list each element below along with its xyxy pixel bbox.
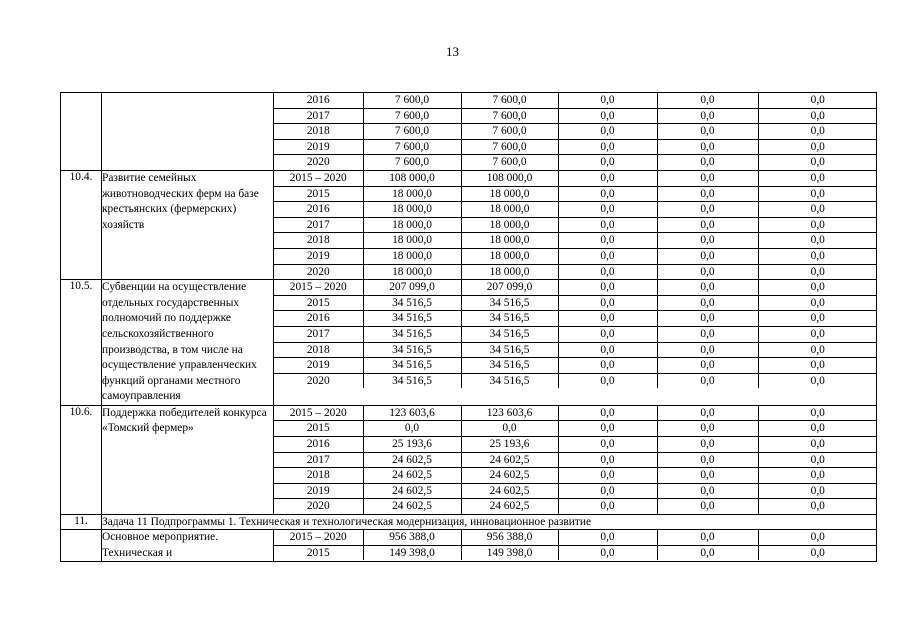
cell-year: 2019	[274, 483, 363, 499]
cell-year: 2019	[274, 358, 363, 374]
cell-other: 0,0	[758, 280, 877, 295]
cell-total: 207 099,0	[363, 280, 461, 295]
cell-federal: 18 000,0	[461, 248, 558, 264]
table-row	[274, 264, 877, 279]
cell-total: 18 000,0	[363, 264, 461, 279]
table-row	[274, 342, 877, 358]
page-number: 13	[446, 44, 459, 59]
cell-local: 0,0	[657, 468, 758, 484]
cell-total: 34 516,5	[363, 358, 461, 374]
table-row	[274, 421, 877, 437]
cell-local: 0,0	[657, 171, 758, 186]
cell-local: 0,0	[657, 545, 758, 560]
cell-other: 0,0	[758, 311, 877, 327]
cell-other: 0,0	[758, 468, 877, 484]
cell-other: 0,0	[758, 295, 877, 311]
table-row	[274, 295, 877, 311]
cell-local: 0,0	[657, 311, 758, 327]
table-row	[274, 217, 877, 233]
cell-federal: 18 000,0	[461, 264, 558, 279]
cell-local: 0,0	[657, 483, 758, 499]
cell-local: 0,0	[657, 202, 758, 218]
section-title: Субвенции на осуществление отдельных государственных полномочий по поддержке сельскохозяйственного производства, в том числе на осуществление управленческих функций органами местного самоуправления	[102, 280, 274, 406]
section-number	[61, 530, 102, 562]
cell-other: 0,0	[758, 108, 877, 124]
cell-local: 0,0	[657, 358, 758, 374]
cell-total: 7 600,0	[363, 93, 461, 108]
cell-regional: 0,0	[558, 171, 657, 186]
section-title: Развитие семейных животноводческих ферм на базе крестьянских (фермерских) хозяйств	[102, 170, 274, 279]
table-row	[274, 545, 877, 560]
section-number: 10.5.	[61, 280, 102, 406]
cell-total: 34 516,5	[363, 295, 461, 311]
cell-total: 34 516,5	[363, 326, 461, 342]
cell-total: 18 000,0	[363, 186, 461, 202]
cell-year: 2018	[274, 233, 363, 249]
cell-total: 7 600,0	[363, 124, 461, 140]
cell-other: 0,0	[758, 530, 877, 545]
table-row	[274, 186, 877, 202]
cell-federal: 123 603,6	[461, 406, 558, 421]
table-row	[274, 93, 877, 108]
table-row	[274, 311, 877, 327]
section-values	[274, 530, 877, 562]
cell-other: 0,0	[758, 155, 877, 170]
cell-local: 0,0	[657, 437, 758, 453]
cell-other: 0,0	[758, 373, 877, 388]
cell-local: 0,0	[657, 186, 758, 202]
cell-year: 2019	[274, 248, 363, 264]
cell-regional: 0,0	[558, 452, 657, 468]
section-row	[61, 170, 877, 279]
section-values	[274, 170, 877, 279]
cell-year: 2015	[274, 186, 363, 202]
cell-federal: 24 602,5	[461, 468, 558, 484]
task-title: Задача 11 Подпрограммы 1. Техническая и технологическая модернизация, инновационное развитие	[102, 515, 877, 530]
table-row	[274, 437, 877, 453]
cell-regional: 0,0	[558, 155, 657, 170]
cell-regional: 0,0	[558, 406, 657, 421]
cell-federal: 24 602,5	[461, 483, 558, 499]
cell-total: 18 000,0	[363, 217, 461, 233]
table-row	[274, 468, 877, 484]
table-row	[274, 233, 877, 249]
table-row	[274, 108, 877, 124]
cell-other: 0,0	[758, 233, 877, 249]
cell-federal: 34 516,5	[461, 358, 558, 374]
cell-year: 2017	[274, 326, 363, 342]
cell-local: 0,0	[657, 139, 758, 155]
cell-other: 0,0	[758, 171, 877, 186]
cell-local: 0,0	[657, 108, 758, 124]
cell-regional: 0,0	[558, 108, 657, 124]
table-row	[274, 530, 877, 545]
cell-regional: 0,0	[558, 233, 657, 249]
cell-regional: 0,0	[558, 342, 657, 358]
cell-federal: 34 516,5	[461, 373, 558, 388]
cell-regional: 0,0	[558, 248, 657, 264]
cell-federal: 0,0	[461, 421, 558, 437]
cell-federal: 18 000,0	[461, 202, 558, 218]
cell-local: 0,0	[657, 264, 758, 279]
cell-year: 2015 – 2020	[274, 280, 363, 295]
cell-regional: 0,0	[558, 483, 657, 499]
section-row	[61, 93, 877, 171]
cell-year: 2017	[274, 452, 363, 468]
cell-total: 956 388,0	[363, 530, 461, 545]
table-row	[274, 373, 877, 388]
cell-other: 0,0	[758, 545, 877, 560]
cell-other: 0,0	[758, 139, 877, 155]
cell-other: 0,0	[758, 217, 877, 233]
cell-regional: 0,0	[558, 358, 657, 374]
cell-other: 0,0	[758, 248, 877, 264]
cell-year: 2015 – 2020	[274, 406, 363, 421]
section-values	[274, 93, 877, 171]
cell-total: 7 600,0	[363, 155, 461, 170]
table-row	[274, 248, 877, 264]
cell-federal: 7 600,0	[461, 155, 558, 170]
cell-other: 0,0	[758, 186, 877, 202]
cell-other: 0,0	[758, 326, 877, 342]
cell-other: 0,0	[758, 202, 877, 218]
values-subtable	[274, 171, 877, 279]
cell-federal: 108 000,0	[461, 171, 558, 186]
cell-total: 24 602,5	[363, 483, 461, 499]
cell-regional: 0,0	[558, 264, 657, 279]
table-row	[274, 406, 877, 421]
cell-regional: 0,0	[558, 311, 657, 327]
table-row	[274, 171, 877, 186]
cell-federal: 7 600,0	[461, 93, 558, 108]
cell-year: 2020	[306, 374, 330, 387]
cell-local: 0,0	[657, 342, 758, 358]
section-title	[102, 93, 274, 171]
cell-total: 18 000,0	[363, 233, 461, 249]
section-number: 10.4.	[61, 170, 102, 279]
cell-regional: 0,0	[558, 93, 657, 108]
cell-total: 123 603,6	[363, 406, 461, 421]
table-row	[274, 124, 877, 140]
cell-year: 2017	[274, 217, 363, 233]
section-values	[274, 280, 877, 406]
cell-regional: 0,0	[558, 139, 657, 155]
cell-total: 7 600,0	[363, 139, 461, 155]
cell-regional: 0,0	[558, 124, 657, 140]
cell-total: 25 193,6	[363, 437, 461, 453]
cell-regional: 0,0	[558, 217, 657, 233]
cell-local: 0,0	[657, 217, 758, 233]
cell-other: 0,0	[758, 483, 877, 499]
cell-local: 0,0	[657, 530, 758, 545]
section-number: 10.6.	[61, 405, 102, 514]
cell-year: 2018	[274, 468, 363, 484]
cell-other: 0,0	[758, 358, 877, 374]
cell-regional: 0,0	[558, 545, 657, 560]
cell-total: 34 516,5	[363, 311, 461, 327]
cell-local: 0,0	[657, 155, 758, 170]
cell-federal: 7 600,0	[461, 124, 558, 140]
table-row	[274, 358, 877, 374]
cell-federal: 34 516,5	[461, 295, 558, 311]
cell-total: 7 600,0	[363, 108, 461, 124]
cell-year: 2016	[274, 311, 363, 327]
values-subtable	[274, 93, 877, 170]
cell-total: 24 602,5	[363, 468, 461, 484]
cell-regional: 0,0	[558, 421, 657, 437]
cell-local: 0,0	[657, 124, 758, 140]
cell-year: 2016	[274, 202, 363, 218]
cell-local: 0,0	[657, 499, 758, 514]
section-number	[61, 93, 102, 171]
cell-federal: 18 000,0	[461, 233, 558, 249]
cell-total: 108 000,0	[363, 171, 461, 186]
table-row	[274, 483, 877, 499]
cell-year: 2020	[306, 265, 330, 278]
cell-regional: 0,0	[558, 468, 657, 484]
values-subtable	[274, 530, 877, 560]
cell-other: 0,0	[758, 437, 877, 453]
cell-other: 0,0	[758, 421, 877, 437]
cell-federal: 7 600,0	[461, 108, 558, 124]
cell-other: 0,0	[758, 342, 877, 358]
section-row	[61, 405, 877, 514]
section-title: Поддержка победителей конкурса «Томский фермер»	[102, 405, 274, 514]
table-row	[274, 326, 877, 342]
cell-other: 0,0	[758, 264, 877, 279]
cell-other: 0,0	[758, 499, 877, 514]
cell-local: 0,0	[657, 295, 758, 311]
values-subtable	[274, 280, 877, 388]
cell-year: 2020	[306, 156, 330, 169]
table-row	[274, 499, 877, 514]
cell-other: 0,0	[758, 452, 877, 468]
cell-local: 0,0	[657, 452, 758, 468]
table-row	[274, 202, 877, 218]
cell-year: 2015	[274, 421, 363, 437]
cell-year: 2018	[274, 124, 363, 140]
cell-federal: 24 602,5	[461, 499, 558, 514]
cell-federal: 956 388,0	[461, 530, 558, 545]
cell-year: 2015 – 2020	[274, 530, 363, 545]
cell-regional: 0,0	[558, 437, 657, 453]
cell-total: 34 516,5	[363, 373, 461, 388]
table-row	[274, 452, 877, 468]
section-title: Основное мероприятие. Техническая и	[102, 530, 274, 562]
values-subtable	[274, 406, 877, 514]
cell-total: 18 000,0	[363, 248, 461, 264]
cell-total: 18 000,0	[363, 202, 461, 218]
cell-year: 2016	[274, 437, 363, 453]
cell-total: 24 602,5	[363, 499, 461, 514]
table-row	[274, 280, 877, 295]
cell-other: 0,0	[758, 124, 877, 140]
section-values	[274, 405, 877, 514]
cell-regional: 0,0	[558, 186, 657, 202]
cell-regional: 0,0	[558, 202, 657, 218]
cell-regional: 0,0	[558, 373, 657, 388]
cell-local: 0,0	[657, 233, 758, 249]
cell-federal: 34 516,5	[461, 311, 558, 327]
cell-local: 0,0	[657, 93, 758, 108]
cell-other: 0,0	[758, 406, 877, 421]
cell-local: 0,0	[657, 421, 758, 437]
cell-local: 0,0	[657, 248, 758, 264]
cell-federal: 207 099,0	[461, 280, 558, 295]
cell-federal: 24 602,5	[461, 452, 558, 468]
cell-regional: 0,0	[558, 295, 657, 311]
cell-year: 2015 – 2020	[274, 171, 363, 186]
cell-total: 149 398,0	[363, 545, 461, 560]
cell-federal: 7 600,0	[461, 139, 558, 155]
cell-federal: 34 516,5	[461, 342, 558, 358]
table-row	[274, 139, 877, 155]
cell-regional: 0,0	[558, 530, 657, 545]
cell-federal: 25 193,6	[461, 437, 558, 453]
task-number: 11.	[61, 515, 102, 530]
cell-year: 2015	[274, 295, 363, 311]
cell-local: 0,0	[657, 326, 758, 342]
cell-year: 2018	[274, 342, 363, 358]
section-row	[61, 530, 877, 562]
cell-year: 2015	[306, 546, 330, 559]
cell-local: 0,0	[657, 406, 758, 421]
table-row	[274, 155, 877, 170]
cell-year: 2020	[306, 500, 330, 513]
cell-federal: 18 000,0	[461, 186, 558, 202]
task-row	[61, 515, 877, 530]
cell-total: 34 516,5	[363, 342, 461, 358]
cell-year: 2017	[274, 108, 363, 124]
cell-total: 24 602,5	[363, 452, 461, 468]
cell-year: 2019	[274, 139, 363, 155]
cell-local: 0,0	[657, 373, 758, 388]
cell-regional: 0,0	[558, 280, 657, 295]
cell-other: 0,0	[758, 93, 877, 108]
budget-table	[60, 92, 877, 562]
cell-federal: 149 398,0	[461, 545, 558, 560]
section-row	[61, 280, 877, 406]
cell-year: 2016	[274, 93, 363, 108]
cell-regional: 0,0	[558, 326, 657, 342]
cell-local: 0,0	[657, 280, 758, 295]
cell-federal: 34 516,5	[461, 326, 558, 342]
cell-total: 0,0	[363, 421, 461, 437]
cell-federal: 18 000,0	[461, 217, 558, 233]
cell-regional: 0,0	[558, 499, 657, 514]
